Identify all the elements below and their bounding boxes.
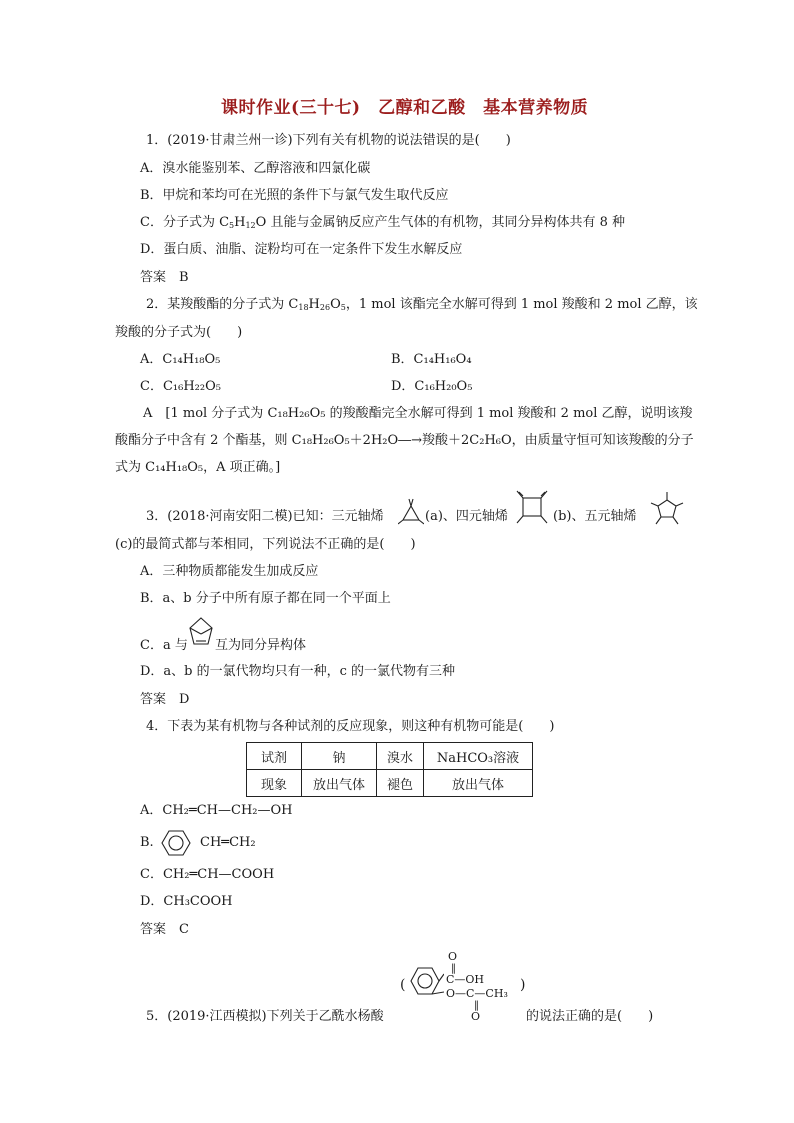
table-cell: 现象 xyxy=(247,770,302,797)
q2-stem-line2: 羧酸的分子式为( ) xyxy=(115,325,243,340)
q2-explanation-line1: A [1 mol 分子式为 C₁₈H₂₆O₅ 的羧酸酯完全水解可得到 1 mol 羧酸和 2 mol 乙醇，说明该羧 xyxy=(143,406,693,421)
q1-option-d: D．蛋白质、油脂、淀粉均可在一定条件下发生水解反应 xyxy=(140,242,463,257)
structure-paren-right: ) xyxy=(520,977,526,993)
q1-answer: 答案 B xyxy=(140,270,189,285)
q5-stem-tail: 的说法正确的是( ) xyxy=(526,1009,654,1024)
q2-explanation-line2: 酸酯分子中含有 2 个酯基，则 C₁₈H₂₆O₅＋2H₂O―→羧酸＋2C₂H₆O，由质量守恒可知该羧酸的分子 xyxy=(115,433,694,448)
q4-option-a: A．CH₂═CH—CH₂—OH xyxy=(140,803,293,818)
structure-o-bottom: O xyxy=(471,1010,481,1023)
q4-answer: 答案 C xyxy=(140,922,189,937)
q3-stem-line2: (c)的最简式都与苯相同，下列说法不正确的是( ) xyxy=(115,537,416,552)
q4-option-b-group: CH═CH₂ xyxy=(200,835,256,850)
q4-stem: 4．下表为某有机物与各种试剂的反应现象，则这种有机物可能是( ) xyxy=(146,719,555,734)
table-cell: 溴水 xyxy=(377,743,424,770)
table-cell: NaHCO₃溶液 xyxy=(424,743,533,770)
q3-stem-a: 3．(2018·河南安阳二模)已知：三元轴烯 xyxy=(146,509,384,524)
q4-reaction-table xyxy=(246,742,533,797)
double-bond-mark: ‖ xyxy=(451,963,456,974)
q2-option-c: C．C₁₆H₂₂O₅ xyxy=(140,379,221,394)
page-title: 课时作业(三十七) 乙醇和乙酸 基本营养物质 xyxy=(221,98,589,118)
table-row xyxy=(247,770,533,797)
q3-option-b: B．a、b 分子中所有原子都在同一个平面上 xyxy=(140,591,391,606)
q4-option-c: C．CH₂═CH—COOH xyxy=(140,867,275,882)
q1-option-a: A．溴水能鉴别苯、乙醇溶液和四氯化碳 xyxy=(140,161,371,176)
table-row xyxy=(247,743,533,770)
tetramethylene-cyclobutane-structure xyxy=(512,487,552,527)
q2-option-a: A．C₁₄H₁₈O₅ xyxy=(140,352,221,367)
trimethylene-cyclopropane-structure xyxy=(398,498,424,526)
q3-option-a: A．三种物质都能发生加成反应 xyxy=(140,564,319,579)
q1-option-c: C．分子式为 $C_5H_{12}O$ 且能与金属钠反应产生气体的有机物，其同分异构体共有 8 种 xyxy=(140,215,625,230)
q1-stem: 1．(2019·甘肃兰州一诊)下列有关有机物的说法错误的是( ) xyxy=(146,133,511,148)
table-cell: 放出气体 xyxy=(424,770,533,797)
bicyclic-isomer-structure xyxy=(186,616,216,650)
benzene-ring-icon xyxy=(408,962,444,1002)
q3-option-d: D．a、b 的一氯代物均只有一种，c 的一氯代物有三种 xyxy=(140,664,456,679)
structure-paren-left: ( xyxy=(400,977,406,993)
q5-stem: 5．(2019·江西模拟)下列关于乙酰水杨酸 xyxy=(146,1009,384,1024)
q3-stem-b: (a)、四元轴烯 xyxy=(425,509,508,524)
q4-option-d: D．CH₃COOH xyxy=(140,894,233,909)
q3-option-c-post: 互为同分异构体 xyxy=(215,638,307,653)
table-cell: 试剂 xyxy=(247,743,302,770)
q1-option-b: B．甲烷和苯均可在光照的条件下与氯气发生取代反应 xyxy=(140,188,449,203)
q3-option-c-pre: C．a 与 xyxy=(140,638,188,653)
structure-c-oh: C—OH xyxy=(446,973,485,986)
q2-option-d: D．C₁₆H₂₀O₅ xyxy=(391,379,473,394)
structure-o-top: O xyxy=(448,950,458,963)
table-cell: 钠 xyxy=(302,743,377,770)
q2-explanation-line3: 式为 C₁₄H₁₈O₅，A 项正确。] xyxy=(115,460,281,475)
table-cell: 放出气体 xyxy=(302,770,377,797)
q2-stem-line1: 2．某羧酸酯的分子式为 $C_{18}H_{26}O_5$，1 mol 该酯完全水解可得到 1 mol 羧酸和 2 mol 乙醇，该 xyxy=(146,297,698,312)
pentamethylene-cyclopentane-structure xyxy=(650,490,684,526)
benzene-ring-icon xyxy=(160,828,192,858)
q4-option-b-label: B. xyxy=(140,835,154,850)
q3-answer: 答案 D xyxy=(140,692,190,707)
double-bond-mark: ‖ xyxy=(474,1000,479,1011)
structure-o-c-ch3: O—C—CH₃ xyxy=(446,987,508,1000)
table-cell: 褪色 xyxy=(377,770,424,797)
q2-option-b: B．C₁₄H₁₆O₄ xyxy=(391,352,472,367)
q3-stem-c: (b)、五元轴烯 xyxy=(553,509,637,524)
